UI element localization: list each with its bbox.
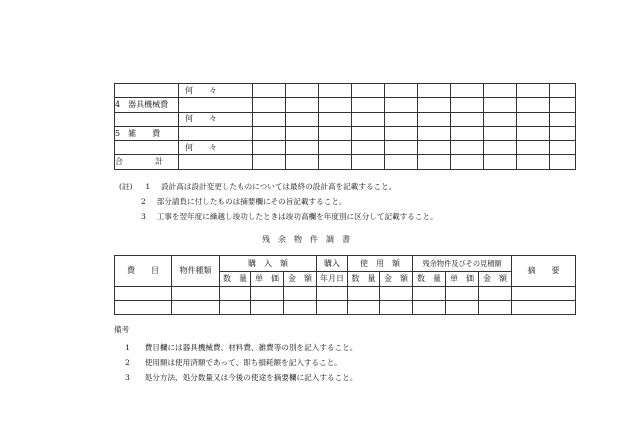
subheader-suryo: 数 量 [348, 272, 380, 287]
table-row [115, 155, 576, 169]
row-sublabel: 何 々 [179, 84, 253, 98]
note-1 [119, 183, 396, 191]
cost-table [114, 83, 576, 170]
row-label [115, 112, 179, 126]
note-number: 2 [141, 197, 146, 206]
subheader-suryo: 数 量 [413, 272, 446, 287]
header-konyu-date: 購入 [317, 256, 348, 272]
row-label: 5 雑 費 [115, 126, 179, 140]
subheader-tanka: 単 価 [251, 272, 284, 287]
header-shiyo: 使 用 額 [348, 256, 413, 272]
header-bukken: 物件種類 [172, 256, 220, 287]
row-sublabel [179, 155, 253, 169]
row-label [115, 141, 179, 155]
table-row [115, 287, 576, 301]
header-tekiyo: 摘 要 [512, 256, 576, 287]
remarks-title: 備考 [114, 325, 130, 334]
header-row [115, 256, 576, 272]
remark-3 [125, 374, 357, 382]
residual-title: 残 余 物 件 調 書 [262, 235, 350, 244]
header-himoku: 費 目 [115, 256, 172, 287]
remark-text: 費目欄には器具機械費、材料費、雑費等の別を記入すること。 [144, 343, 358, 352]
table-row [115, 141, 576, 155]
subheader-kingaku: 金 額 [284, 272, 317, 287]
remark-number: 3 [125, 373, 130, 382]
note-number: 1 [145, 182, 151, 191]
subheader-kingaku: 金 額 [380, 272, 413, 287]
remark-number: 2 [125, 358, 130, 367]
table-row [115, 98, 576, 112]
row-label: 4 器具機械費 [115, 98, 179, 112]
row-label [115, 84, 179, 98]
subheader-nengappi: 年月日 [317, 272, 348, 287]
remark-1 [125, 344, 357, 352]
note-3 [141, 213, 438, 221]
remark-2 [125, 359, 342, 367]
table-row [115, 112, 576, 126]
subheader-kingaku: 金 額 [479, 272, 512, 287]
residual-table [114, 255, 576, 315]
subheader-suryo: 数 量 [220, 272, 251, 287]
row-sublabel [179, 98, 253, 112]
row-sublabel [179, 126, 253, 140]
row-sublabel: 何 々 [179, 141, 253, 155]
header-zanyo: 残余物件及びその見積額 [413, 256, 512, 272]
note-2 [141, 198, 347, 206]
table-row [115, 301, 576, 315]
header-konyu: 購 入 額 [220, 256, 317, 272]
remark-text: 使用額は使用済額であって、即ち損耗額を記入すること。 [144, 358, 342, 367]
remark-number: 1 [125, 343, 130, 352]
row-sublabel: 何 々 [179, 112, 253, 126]
table-row [115, 84, 576, 98]
note-prefix: (註) [119, 182, 133, 191]
note-number: 3 [141, 212, 146, 221]
subheader-tanka: 単 価 [446, 272, 479, 287]
remark-text: 処分方法、処分数量又は今後の使途を摘要欄に記入すること。 [144, 373, 358, 382]
table-row [115, 126, 576, 140]
note-text: 部分請負に付したものは摘要欄にその旨記載すること。 [156, 197, 347, 206]
row-label: 合 計 [115, 155, 179, 169]
note-text: 工事を翌年度に繰越し竣功したときは竣功高欄を年度別に区分して記載すること。 [156, 212, 438, 221]
note-text: 設計高は設計変更したものについては最終の設計高を記載すること。 [161, 182, 397, 191]
